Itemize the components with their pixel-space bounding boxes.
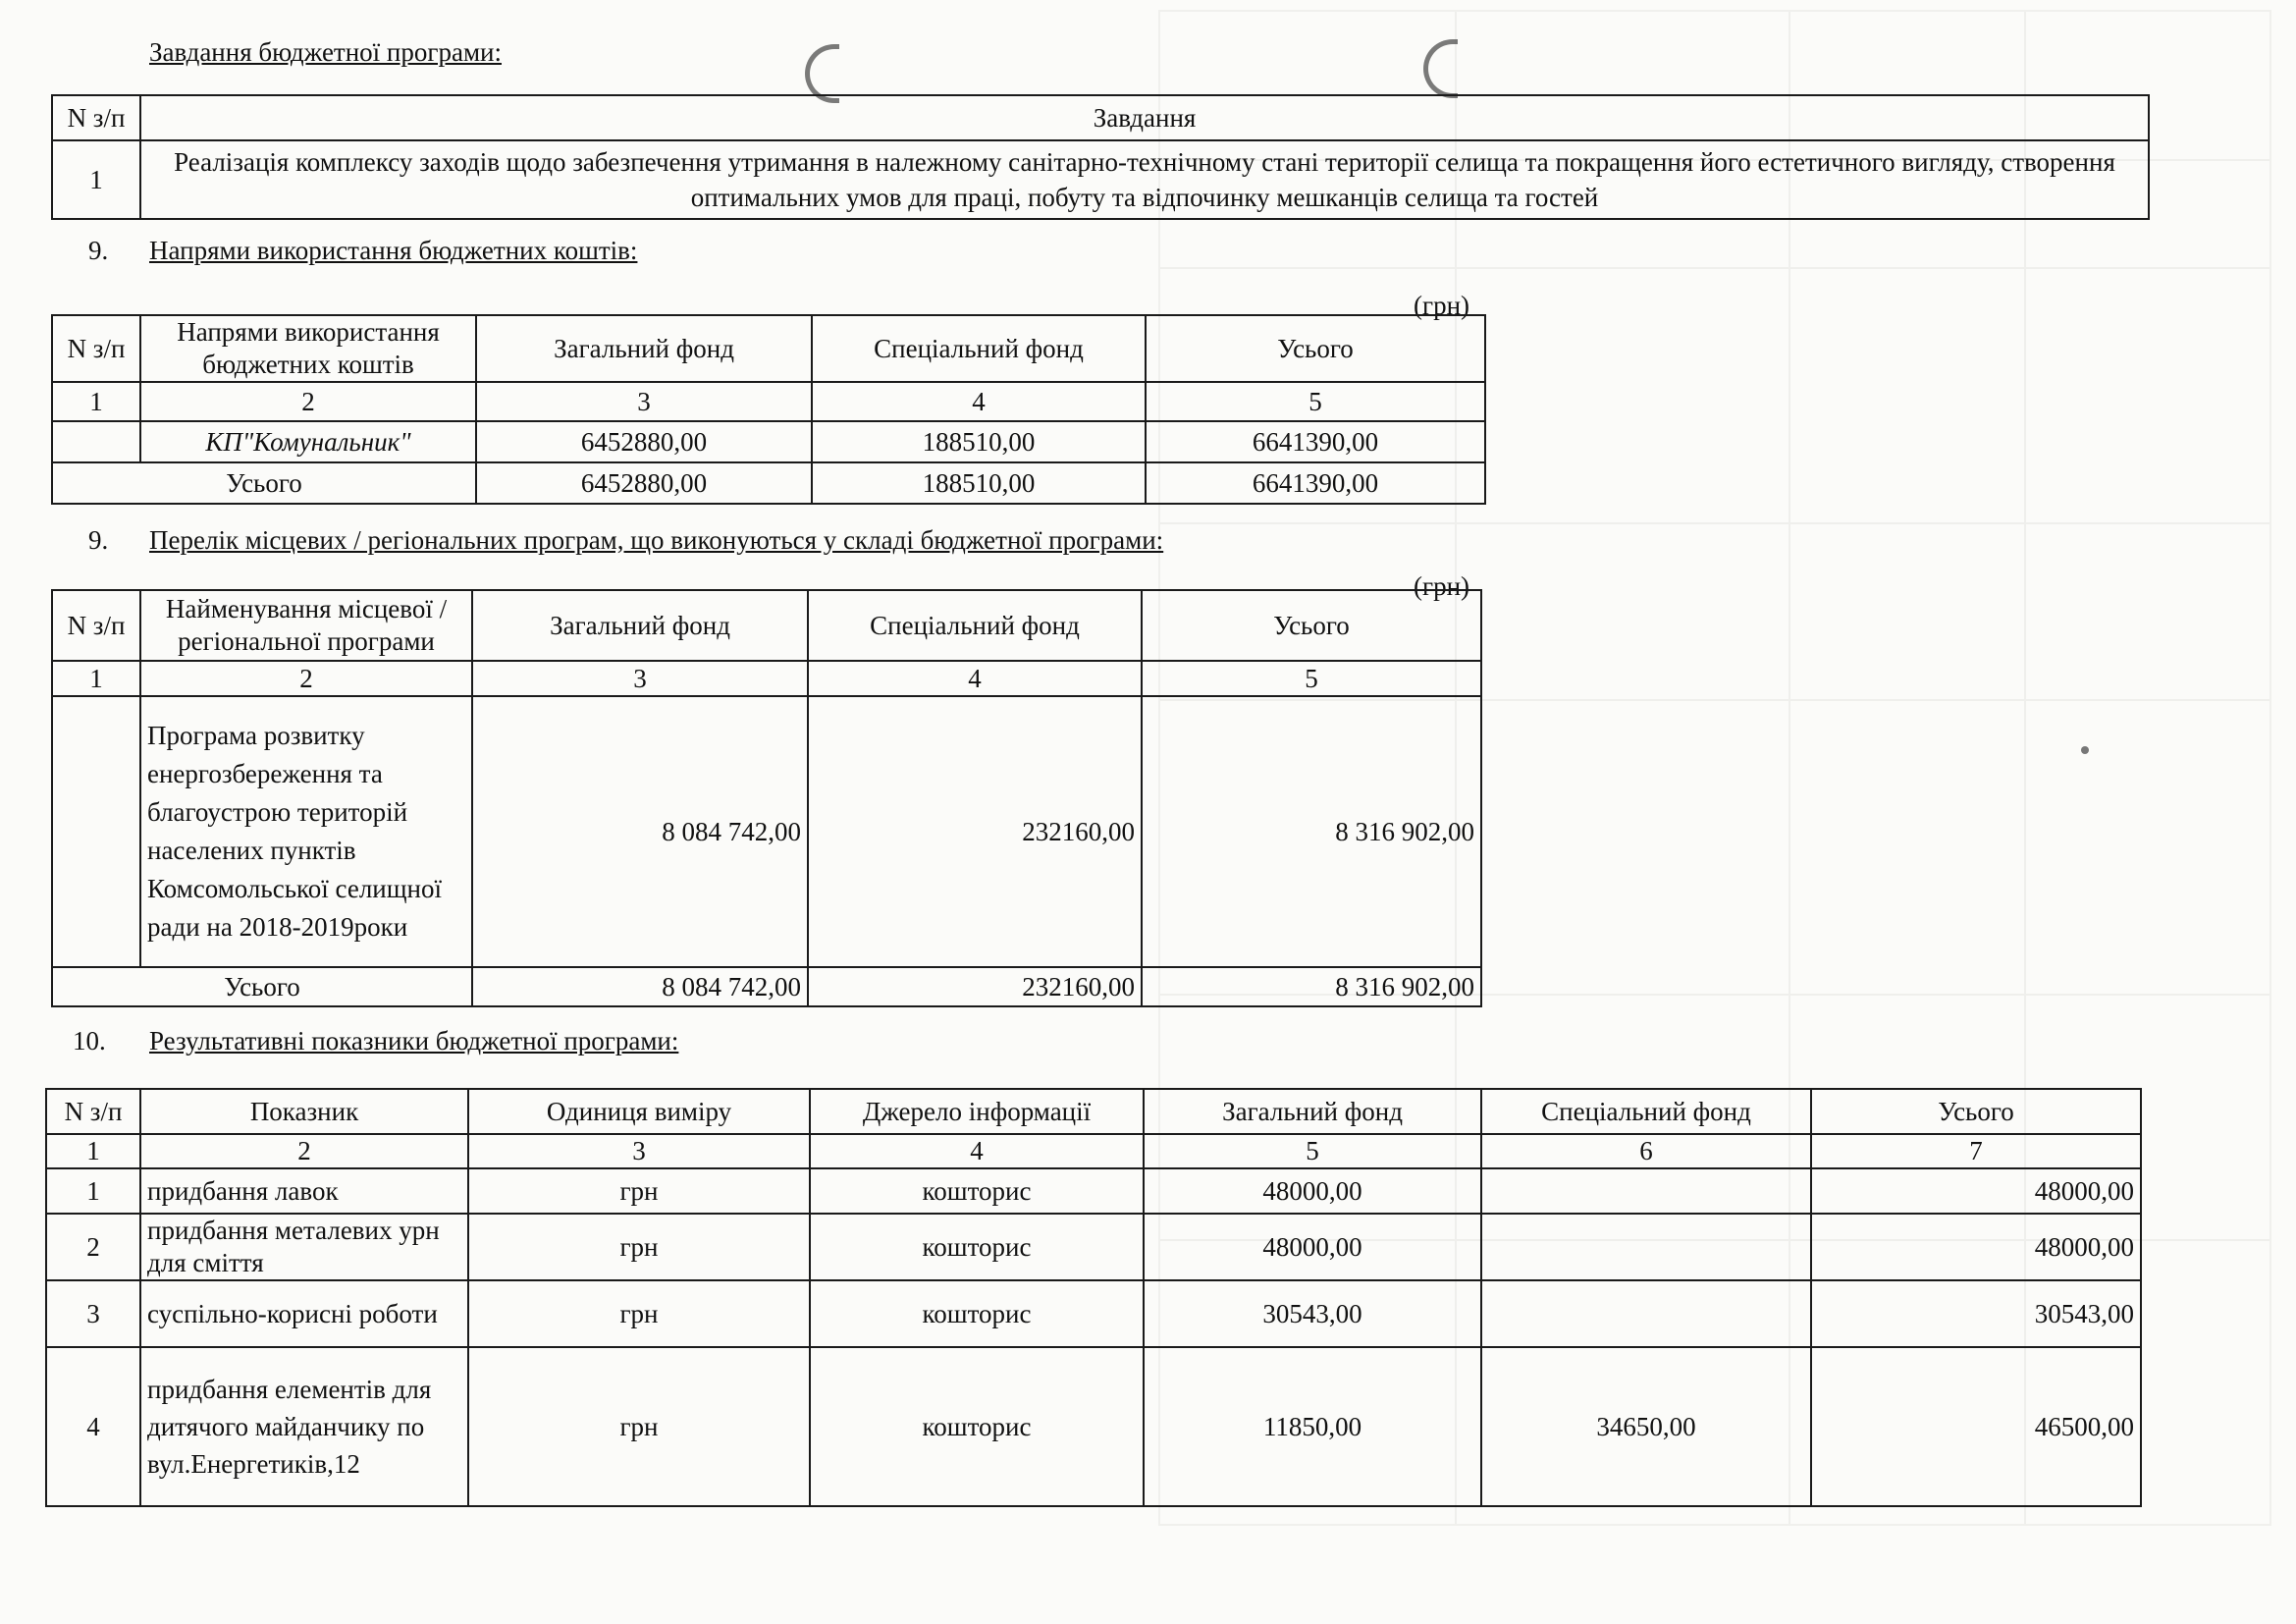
indicators-row-special: [1481, 1280, 1811, 1347]
directions-row-num: [52, 421, 140, 462]
directions-row: [52, 421, 1485, 462]
programs-row-num: [52, 696, 140, 967]
indicators-colnum: 3: [468, 1134, 810, 1168]
indicators-row: [46, 1168, 2141, 1214]
programs-h-total: Усього: [1142, 590, 1481, 661]
indicators-row-source: кошторис: [810, 1214, 1144, 1280]
directions-h-general: Загальний фонд: [476, 315, 812, 382]
programs-h-name: Найменування місцевої / регіональної програми: [140, 590, 472, 661]
indicators-h-name: Показник: [140, 1089, 468, 1134]
indicators-row-total: 46500,00: [1811, 1347, 2141, 1506]
indicators-title-text: Результативні показники бюджетної програми:: [149, 1026, 679, 1056]
programs-h-num: N з/п: [52, 590, 140, 661]
directions-row-general: 6452880,00: [476, 421, 812, 462]
programs-h-special: Спеціальний фонд: [808, 590, 1142, 661]
indicators-section-title: [73, 1026, 678, 1056]
indicators-row-total: 48000,00: [1811, 1168, 2141, 1214]
indicators-row-general: 48000,00: [1144, 1168, 1481, 1214]
indicators-colnum: 7: [1811, 1134, 2141, 1168]
indicators-h-special: Спеціальний фонд: [1481, 1089, 1811, 1134]
indicators-row: [46, 1347, 2141, 1506]
directions-h-special: Спеціальний фонд: [812, 315, 1146, 382]
indicators-row-unit: грн: [468, 1347, 810, 1506]
programs-header-row: [52, 590, 1481, 661]
indicators-h-source: Джерело інформації: [810, 1089, 1144, 1134]
programs-colnum: 1: [52, 661, 140, 696]
indicators-row-name: придбання лавок: [140, 1168, 468, 1214]
indicators-row-total: 30543,00: [1811, 1280, 2141, 1347]
indicators-colnum: 5: [1144, 1134, 1481, 1168]
indicators-row-name: суспільно-корисні роботи: [140, 1280, 468, 1347]
programs-table: [51, 589, 1482, 1007]
directions-h-num: N з/п: [52, 315, 140, 382]
indicators-row-source: кошторис: [810, 1347, 1144, 1506]
tasks-row-num: 1: [52, 140, 140, 219]
indicators-header-row: [46, 1089, 2141, 1134]
indicators-row-num: 4: [46, 1347, 140, 1506]
programs-h-general: Загальний фонд: [472, 590, 808, 661]
programs-section-title: [88, 525, 1163, 556]
tasks-table: [51, 94, 2150, 220]
indicators-number: 10.: [73, 1026, 106, 1056]
directions-row-total: 6641390,00: [1146, 421, 1485, 462]
programs-colnum-row: [52, 661, 1481, 696]
indicators-row-special: 34650,00: [1481, 1347, 1811, 1506]
directions-total-general: 6452880,00: [476, 462, 812, 504]
programs-colnum: 2: [140, 661, 472, 696]
indicators-row-unit: грн: [468, 1280, 810, 1347]
indicators-h-total: Усього: [1811, 1089, 2141, 1134]
programs-unit: (грн): [1414, 571, 1470, 601]
indicators-row-num: 2: [46, 1214, 140, 1280]
directions-colnum: 4: [812, 382, 1146, 421]
directions-total-label: Усього: [52, 462, 476, 504]
directions-row-name: КП"Комунальник": [140, 421, 476, 462]
indicators-colnum: 6: [1481, 1134, 1811, 1168]
tasks-header-row: [52, 95, 2149, 140]
tasks-col-task: Завдання: [140, 95, 2149, 140]
programs-row-total: 8 316 902,00: [1142, 696, 1481, 967]
speck: [2081, 746, 2089, 754]
programs-number: 9.: [88, 525, 109, 555]
programs-title-text: Перелік місцевих / регіональних програм, що виконуються у складі бюджетної програми:: [149, 525, 1164, 555]
indicators-row-total: 48000,00: [1811, 1214, 2141, 1280]
indicators-row-special: [1481, 1214, 1811, 1280]
indicators-row-num: 1: [46, 1168, 140, 1214]
indicators-colnum: 4: [810, 1134, 1144, 1168]
indicators-row-general: 30543,00: [1144, 1280, 1481, 1347]
directions-colnum-row: [52, 382, 1485, 421]
directions-table: [51, 314, 1486, 505]
indicators-colnum: 1: [46, 1134, 140, 1168]
programs-row-special: 232160,00: [808, 696, 1142, 967]
indicators-row-special: [1481, 1168, 1811, 1214]
indicators-row-source: кошторис: [810, 1280, 1144, 1347]
programs-colnum: 5: [1142, 661, 1481, 696]
programs-total-total: 8 316 902,00: [1142, 967, 1481, 1006]
indicators-table: [45, 1088, 2142, 1507]
directions-total-special: 188510,00: [812, 462, 1146, 504]
indicators-row-unit: грн: [468, 1214, 810, 1280]
indicators-h-num: N з/п: [46, 1089, 140, 1134]
indicators-h-general: Загальний фонд: [1144, 1089, 1481, 1134]
directions-row-special: 188510,00: [812, 421, 1146, 462]
indicators-colnum-row: [46, 1134, 2141, 1168]
programs-colnum: 4: [808, 661, 1142, 696]
tasks-col-num: N з/п: [52, 95, 140, 140]
tasks-row: [52, 140, 2149, 219]
indicators-row: [46, 1214, 2141, 1280]
programs-total-row: [52, 967, 1481, 1006]
directions-h-total: Усього: [1146, 315, 1485, 382]
indicators-row-source: кошторис: [810, 1168, 1144, 1214]
programs-row-name: Програма розвитку енергозбереження та благоустрою територій населених пунктів Комсомольської селищної ради на 2018-2019роки: [140, 696, 472, 967]
tasks-title-text: Завдання бюджетної програми:: [149, 37, 502, 67]
directions-total-row: [52, 462, 1485, 504]
programs-row: [52, 696, 1481, 967]
programs-colnum: 3: [472, 661, 808, 696]
programs-total-general: 8 084 742,00: [472, 967, 808, 1006]
indicators-row-general: 48000,00: [1144, 1214, 1481, 1280]
directions-title-text: Напрями використання бюджетних коштів:: [149, 236, 638, 265]
indicators-h-unit: Одиниця виміру: [468, 1089, 810, 1134]
indicators-row-name: придбання елементів для дитячого майданчику по вул.Енергетиків,12: [140, 1347, 468, 1506]
indicators-row-general: 11850,00: [1144, 1347, 1481, 1506]
directions-colnum: 2: [140, 382, 476, 421]
indicators-colnum: 2: [140, 1134, 468, 1168]
indicators-row-name: придбання металевих урн для сміття: [140, 1214, 468, 1280]
indicators-row-num: 3: [46, 1280, 140, 1347]
directions-header-row: [52, 315, 1485, 382]
directions-unit: (грн): [1414, 291, 1470, 320]
directions-colnum: 3: [476, 382, 812, 421]
programs-total-label: Усього: [52, 967, 472, 1006]
directions-colnum: 1: [52, 382, 140, 421]
tasks-row-text: Реалізація комплексу заходів щодо забезпечення утримання в належному санітарно-технічному стані території селища та покращення його естетичного вигляду, створення оптимальних умов для праці, побуту та відпочинку мешканців селища та гостей: [140, 140, 2149, 219]
indicators-row-unit: грн: [468, 1168, 810, 1214]
directions-total-total: 6641390,00: [1146, 462, 1485, 504]
directions-h-name: Напрями використання бюджетних коштів: [140, 315, 476, 382]
directions-colnum: 5: [1146, 382, 1485, 421]
tasks-section-title: [88, 37, 502, 68]
programs-total-special: 232160,00: [808, 967, 1142, 1006]
directions-section-title: [88, 236, 637, 266]
programs-row-general: 8 084 742,00: [472, 696, 808, 967]
indicators-row: [46, 1280, 2141, 1347]
directions-number: 9.: [88, 236, 109, 265]
